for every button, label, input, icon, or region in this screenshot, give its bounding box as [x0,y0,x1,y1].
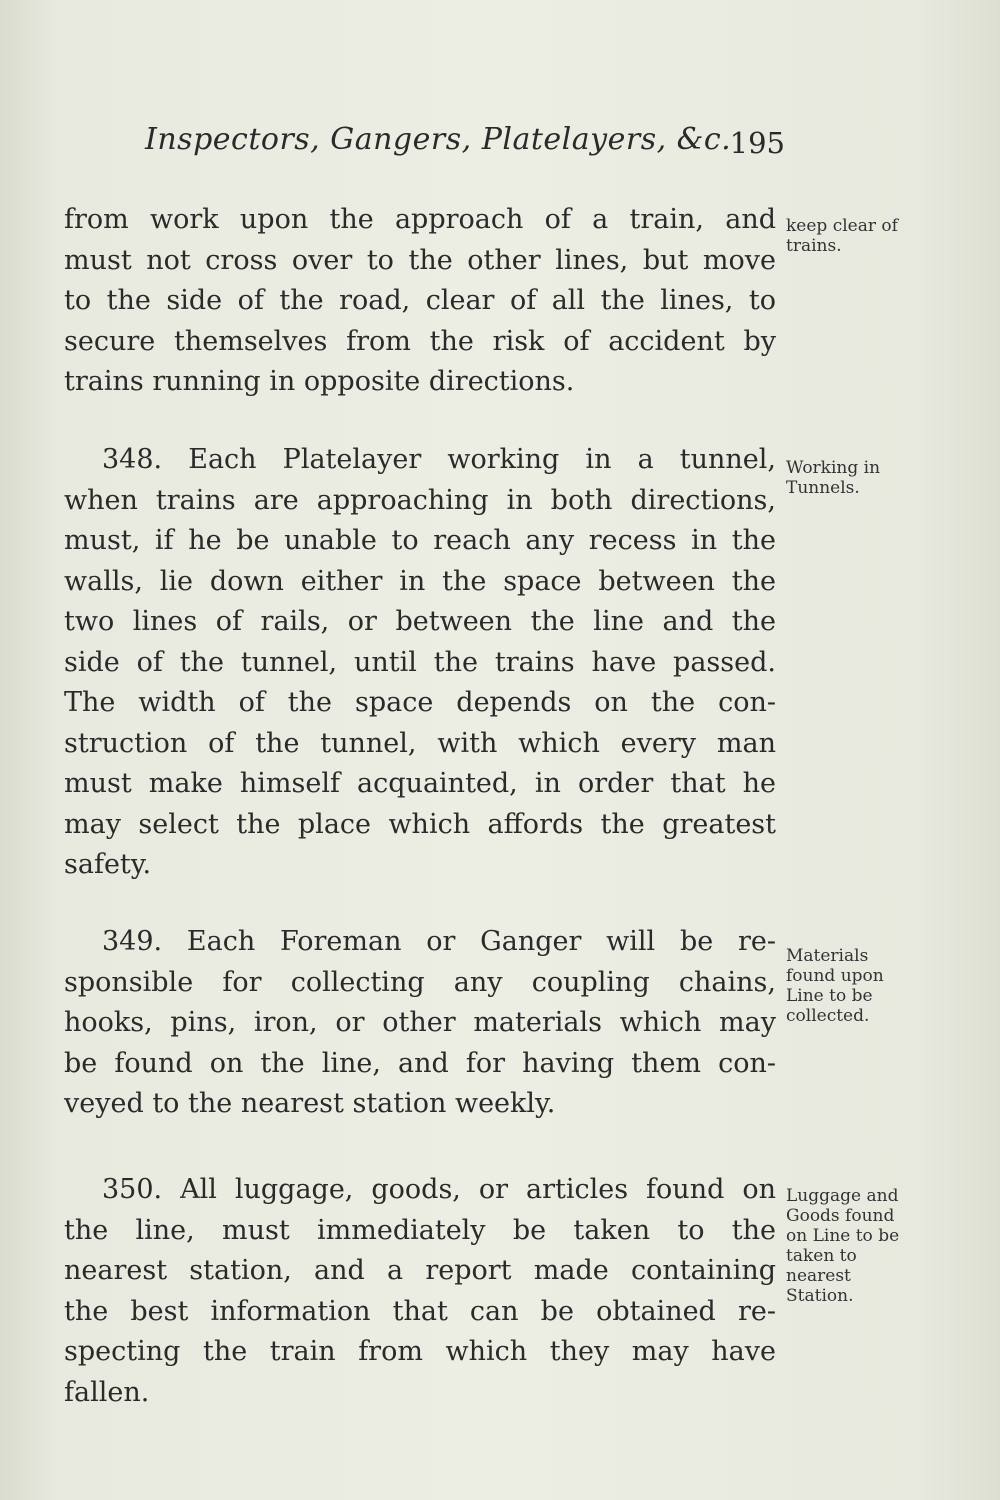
text-line: may select the place which affords the greatest [64,808,776,840]
text-line: hooks, pins, iron, or other materials which may [64,1007,776,1038]
paragraph-350 [64,1170,776,1413]
text-line: side of the tunnel, until the trains have passed. [64,646,776,678]
text-line: veyed to the nearest station weekly. [64,1088,556,1119]
text-line: the best information that can be obtained re- [64,1295,776,1327]
running-header [145,122,785,166]
margin-note-line: on Line to be [786,1226,900,1246]
margin-note-line: Tunnels. [786,478,860,498]
margin-note-keep-clear [786,216,936,256]
text-line: specting the train from which they may have [64,1336,776,1367]
text-line: sponsible for collecting any coupling chains, [64,966,776,998]
text-line: to the side of the road, clear of all the lines, to [64,285,776,316]
text-line: 349. Each Foreman or Ganger will be re- [102,926,776,957]
text-line: must, if he be unable to reach any recess in the [64,525,776,556]
text-line: must make himself acquainted, in order that he [64,768,776,799]
text-line: the line, must immediately be taken to the [64,1214,776,1246]
margin-note-line: Working in [786,458,881,478]
margin-note-materials [786,946,936,1026]
text-line: when trains are approaching in both directions, [64,484,776,516]
text-line: fallen. [64,1376,150,1408]
margin-note-line: Line to be [786,986,873,1006]
margin-note-line: Station. [786,1286,854,1306]
margin-note-line: Materials [786,946,869,966]
margin-note-working-in-tunnels [786,458,936,498]
text-line: two lines of rails, or between the line and the [64,606,776,637]
paragraph-349 [64,922,776,1125]
text-line: 348. Each Platelayer working in a tunnel, [102,444,776,475]
text-line: The width of the space depends on the con- [64,687,776,718]
text-line: secure themselves from the risk of accident by [64,325,776,357]
paragraph-348 [64,440,776,886]
margin-note-line: trains. [786,236,842,256]
text-line: be found on the line, and for having them con- [64,1047,776,1079]
paragraph-continuation [64,200,776,403]
margin-note-line: taken to [786,1246,857,1266]
text-line: safety. [64,849,152,880]
margin-note-line: found upon [786,966,884,986]
margin-note-line: Luggage and [786,1186,899,1206]
margin-note-line: collected. [786,1006,870,1026]
text-line: nearest station, and a report made containing [64,1255,776,1286]
text-line: trains running in opposite directions. [64,366,575,397]
text-line: struction of the tunnel, with which every man [64,727,776,759]
text-line: must not cross over to the other lines, but move [64,244,776,276]
margin-note-line: nearest [786,1266,851,1286]
text-line: from work upon the approach of a train, and [64,204,776,235]
margin-note-luggage [786,1186,936,1306]
text-line: walls, lie down either in the space between the [64,565,776,597]
text-line: 350. All luggage, goods, or articles found on [102,1174,776,1205]
page-number: 195 [729,126,785,160]
margin-note-line: Goods found [786,1206,895,1226]
margin-note-line: keep clear of [786,216,898,236]
running-title: Inspectors, Gangers, Platelayers, &c. [145,122,732,157]
